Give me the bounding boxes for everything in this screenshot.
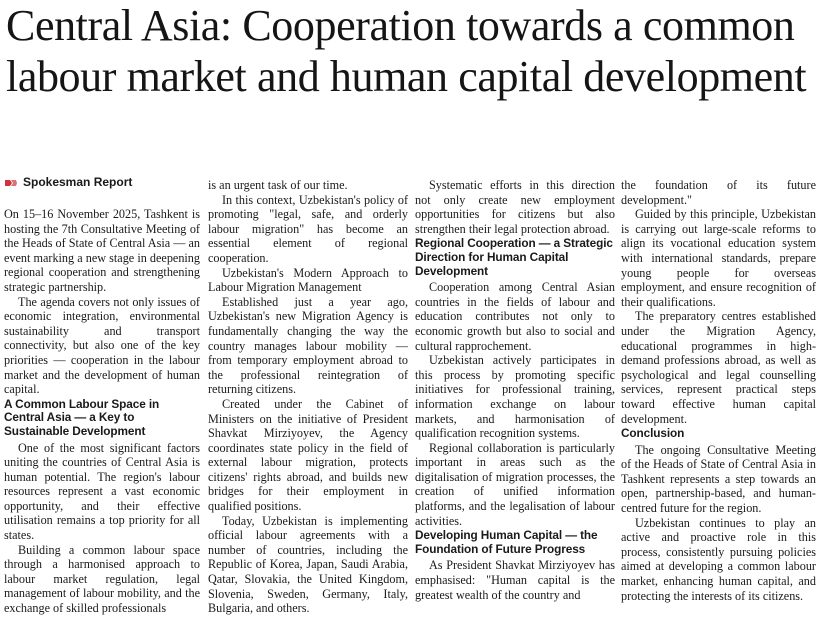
paragraph: Uzbekistan's Modern Approach to Labour Migration Management bbox=[208, 265, 408, 295]
subheading: A Common Labour Space in Central Asia — a Key to Sustainable Development bbox=[4, 396, 160, 438]
paragraph: the foundation of its future development." bbox=[621, 178, 816, 207]
paragraph: Uzbekistan continues to play an active and proactive role in this process, consistently pursuing policies aimed at developing a common labour market, enhancing human capital, and protecting the interests of its citizens. bbox=[621, 515, 816, 603]
paragraph: On 15–16 November 2025, Tashkent is hosting the 7th Consultative Meeting of the Heads of State of Central Asia — an event marking a new stage in deepening regional cooperation and strengthening strategic partnership. bbox=[4, 207, 200, 294]
paragraph: As President Shavkat Mirziyoyev has emphasised: "Human capital is the greatest wealth of the country and bbox=[415, 558, 615, 602]
paragraph: Building a common labour space through a harmonised approach to labour market regulation, legal management of labour mobility, and the exchange of skilled professionals bbox=[4, 542, 200, 616]
column-2 bbox=[208, 178, 408, 616]
subheading: Regional Cooperation — a Strategic Direction for Human Capital Development bbox=[415, 236, 613, 278]
column-4 bbox=[621, 178, 816, 603]
paragraph: The preparatory centres established under the Migration Agency, educational programmes in high-demand professions abroad, as well as psychological and legal counselling services, represent practical steps toward effective human capital development. bbox=[621, 309, 816, 426]
paragraph: Systematic efforts in this direction not only create new employment opportunities for citizens but also strengthen their legal protection abroad. bbox=[415, 178, 615, 236]
newspaper-pen-icon bbox=[4, 177, 18, 187]
byline bbox=[4, 174, 200, 190]
column-3 bbox=[415, 178, 615, 602]
paragraph: Established just a year ago, Uzbekistan's new Migration Agency is fundamentally changing the way the country manages labour mobility — from temporary employment abroad to the professional reintegration of returning citizens. bbox=[208, 294, 408, 397]
paragraph: Guided by this principle, Uzbekistan is carrying out large-scale reforms to align its vocational education system with international standards, prepare young people for overseas employment, and ensure recognition of their qualifications. bbox=[621, 207, 816, 309]
subheading: Conclusion bbox=[621, 426, 685, 441]
paragraph: In this context, Uzbekistan's policy of promoting "legal, safe, and orderly labour migration" has become an essential element of regional cooperation. bbox=[208, 192, 408, 265]
subheading: Developing Human Capital — the Foundation of Future Progress bbox=[415, 528, 598, 556]
headline: Central Asia: Cooperation towards a common labour market and human capital development bbox=[6, 1, 807, 101]
paragraph: Today, Uzbekistan is implementing official labour agreements with a number of countries, including the Republic of Korea, Japan, Saudi Arabia, Qatar, Slovakia, the United Kingdom, Slovenia, Sweden, Germany, Italy, Bulgaria, and others. bbox=[208, 513, 408, 616]
column-1 bbox=[4, 174, 200, 616]
byline-label: Spokesman Report bbox=[23, 174, 133, 189]
paragraph: The agenda covers not only issues of economic integration, environmental sustainability and transport connectivity, but also one of the key priorities — cooperation in the labour market and the development of human capital. bbox=[4, 294, 200, 397]
paragraph: is an urgent task of our time. bbox=[208, 178, 348, 192]
paragraph: One of the most significant factors uniting the countries of Central Asia is human potential. The region's labour resources represent a vast economic opportunity, and their effective utilisation remains a top priority for all states. bbox=[4, 440, 200, 543]
paragraph: Uzbekistan actively participates in this process by promoting specific initiatives for professional training, information exchange on labour markets, and harmonisation of qualification recognition systems. bbox=[415, 353, 615, 441]
paragraph: Regional collaboration is particularly important in areas such as the digitalisation of migration processes, the creation of unified information platforms, and the legalisation of labour activities. bbox=[415, 440, 615, 528]
paragraph: Created under the Cabinet of Ministers on the initiative of President Shavkat Mirziyoyev, the Agency coordinates state policy in the field of external labour migration, protects citizens' rights abroad, and builds new bridges for their employment in qualified positions. bbox=[208, 396, 408, 514]
paragraph: The ongoing Consultative Meeting of the Heads of State of Central Asia in Tashkent represents a step towards an open, partnership-based, and human-centred future for the region. bbox=[621, 442, 816, 516]
paragraph: Cooperation among Central Asian countries in the fields of labour and education contributes not only to economic growth but also to social and cultural rapprochement. bbox=[415, 280, 615, 353]
